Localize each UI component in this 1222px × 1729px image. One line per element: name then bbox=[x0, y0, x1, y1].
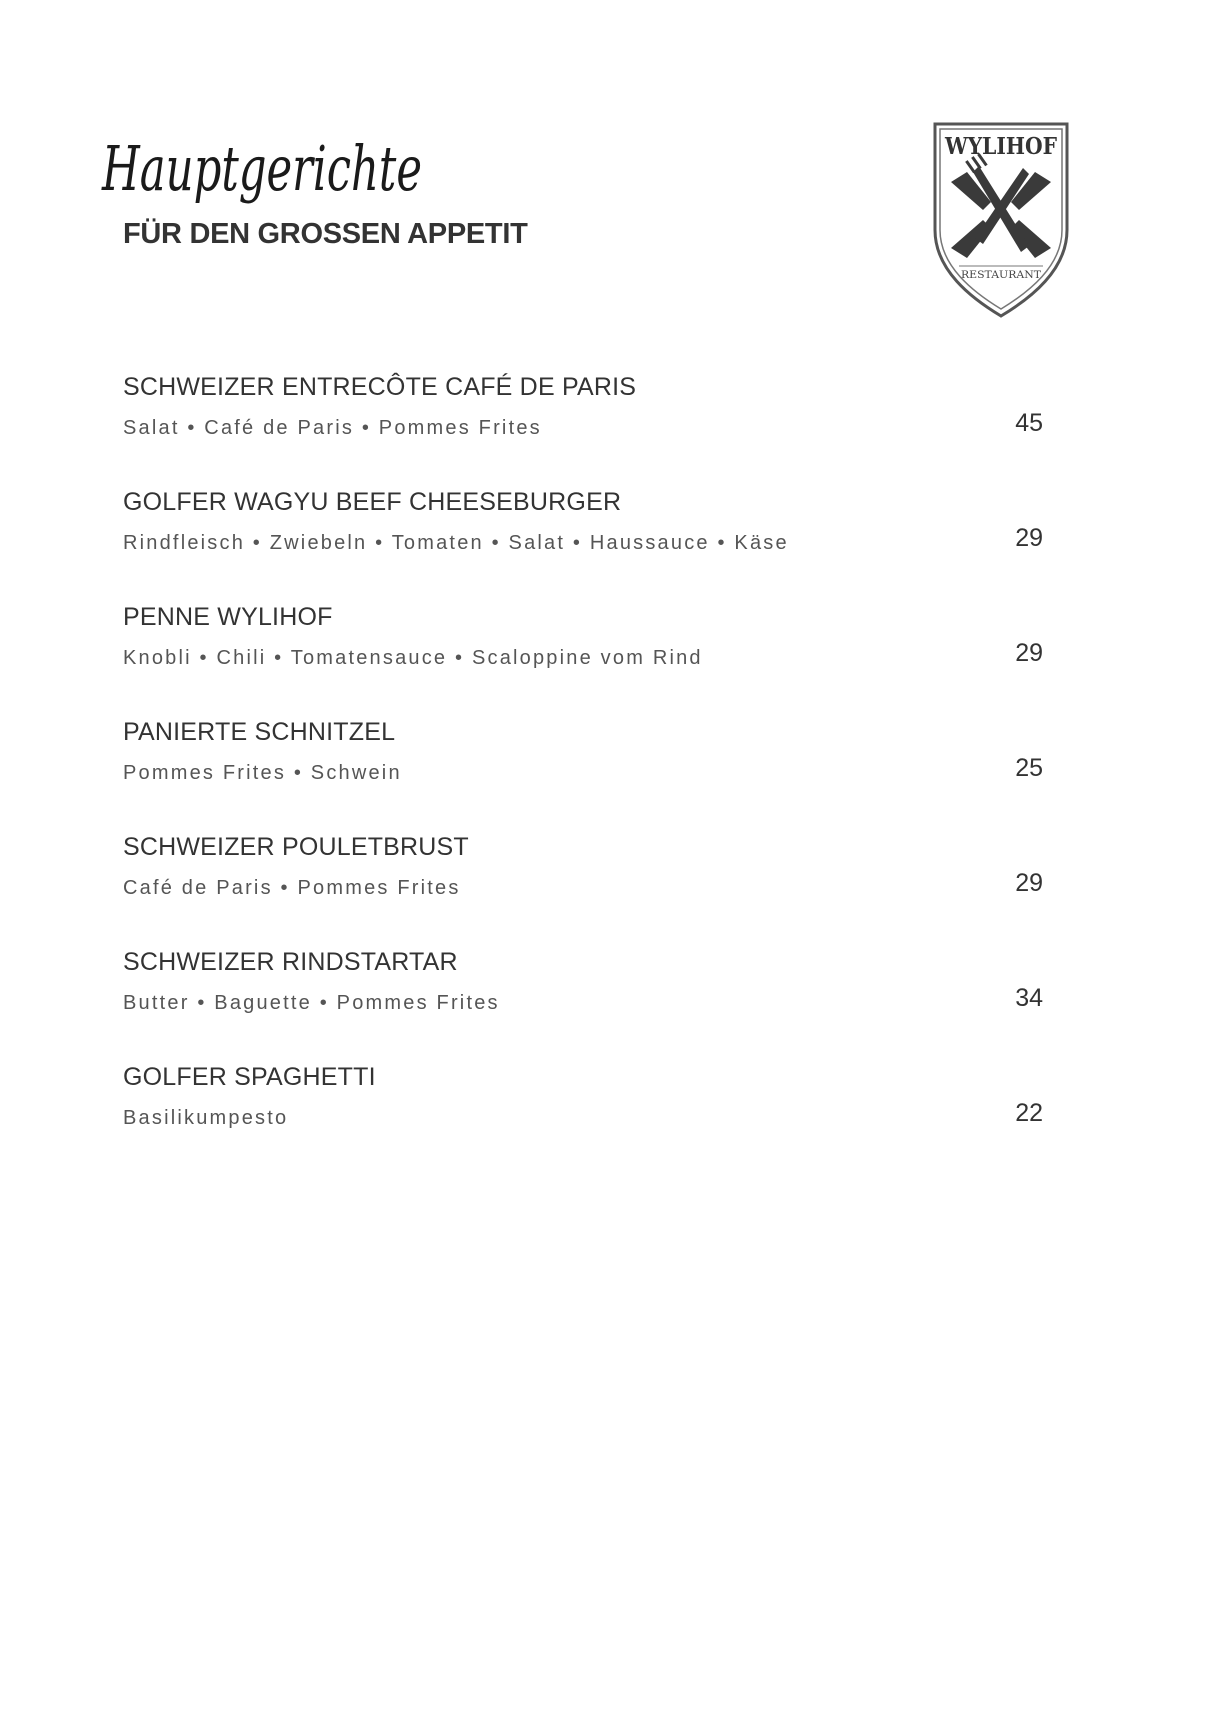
dish-name: GOLFER WAGYU BEEF CHEESEBURGER bbox=[123, 488, 622, 516]
dish-name: SCHWEIZER POULETBRUST bbox=[123, 833, 469, 861]
menu-item bbox=[123, 1063, 1043, 1178]
wylihof-logo bbox=[931, 120, 1071, 320]
menu-item bbox=[123, 603, 1043, 718]
menu-item bbox=[123, 488, 1043, 603]
dish-price: 29 bbox=[1015, 869, 1043, 897]
dish-description: Butter • Baguette • Pommes Frites bbox=[123, 992, 500, 1014]
script-title-text: Hauptgerichte bbox=[101, 132, 422, 205]
dish-name: SCHWEIZER ENTRECÔTE CAFÉ DE PARIS bbox=[123, 373, 637, 401]
dish-price: 22 bbox=[1015, 1099, 1043, 1127]
dish-description: Café de Paris • Pommes Frites bbox=[123, 877, 461, 899]
dish-name: GOLFER SPAGHETTI bbox=[123, 1063, 376, 1091]
menu-item bbox=[123, 948, 1043, 1063]
menu-list bbox=[123, 373, 1043, 1178]
logo-tagline: RESTAURANT bbox=[961, 270, 1042, 281]
menu-item bbox=[123, 833, 1043, 948]
script-title bbox=[100, 118, 460, 228]
dish-description: Knobli • Chili • Tomatensauce • Scaloppine vom Rind bbox=[123, 647, 703, 669]
dish-price: 34 bbox=[1015, 984, 1043, 1012]
dish-description: Salat • Café de Paris • Pommes Frites bbox=[123, 417, 542, 439]
dish-name: PENNE WYLIHOF bbox=[123, 603, 333, 631]
dish-description: Rindfleisch • Zwiebeln • Tomaten • Salat • Haussauce • Käse bbox=[123, 532, 789, 554]
dish-price: 29 bbox=[1015, 639, 1043, 667]
dish-description: Pommes Frites • Schwein bbox=[123, 762, 402, 784]
dish-price: 29 bbox=[1015, 524, 1043, 552]
menu-item bbox=[123, 373, 1043, 488]
menu-item bbox=[123, 718, 1043, 833]
dish-description: Basilikumpesto bbox=[123, 1107, 289, 1129]
dish-name: PANIERTE SCHNITZEL bbox=[123, 718, 396, 746]
dish-price: 25 bbox=[1015, 754, 1043, 782]
logo-name: WYLIHOF bbox=[944, 133, 1058, 160]
dish-name: SCHWEIZER RINDSTARTAR bbox=[123, 948, 458, 976]
dish-price: 45 bbox=[1015, 409, 1043, 437]
subtitle: FÜR DEN GROSSEN APPETIT bbox=[123, 218, 528, 250]
